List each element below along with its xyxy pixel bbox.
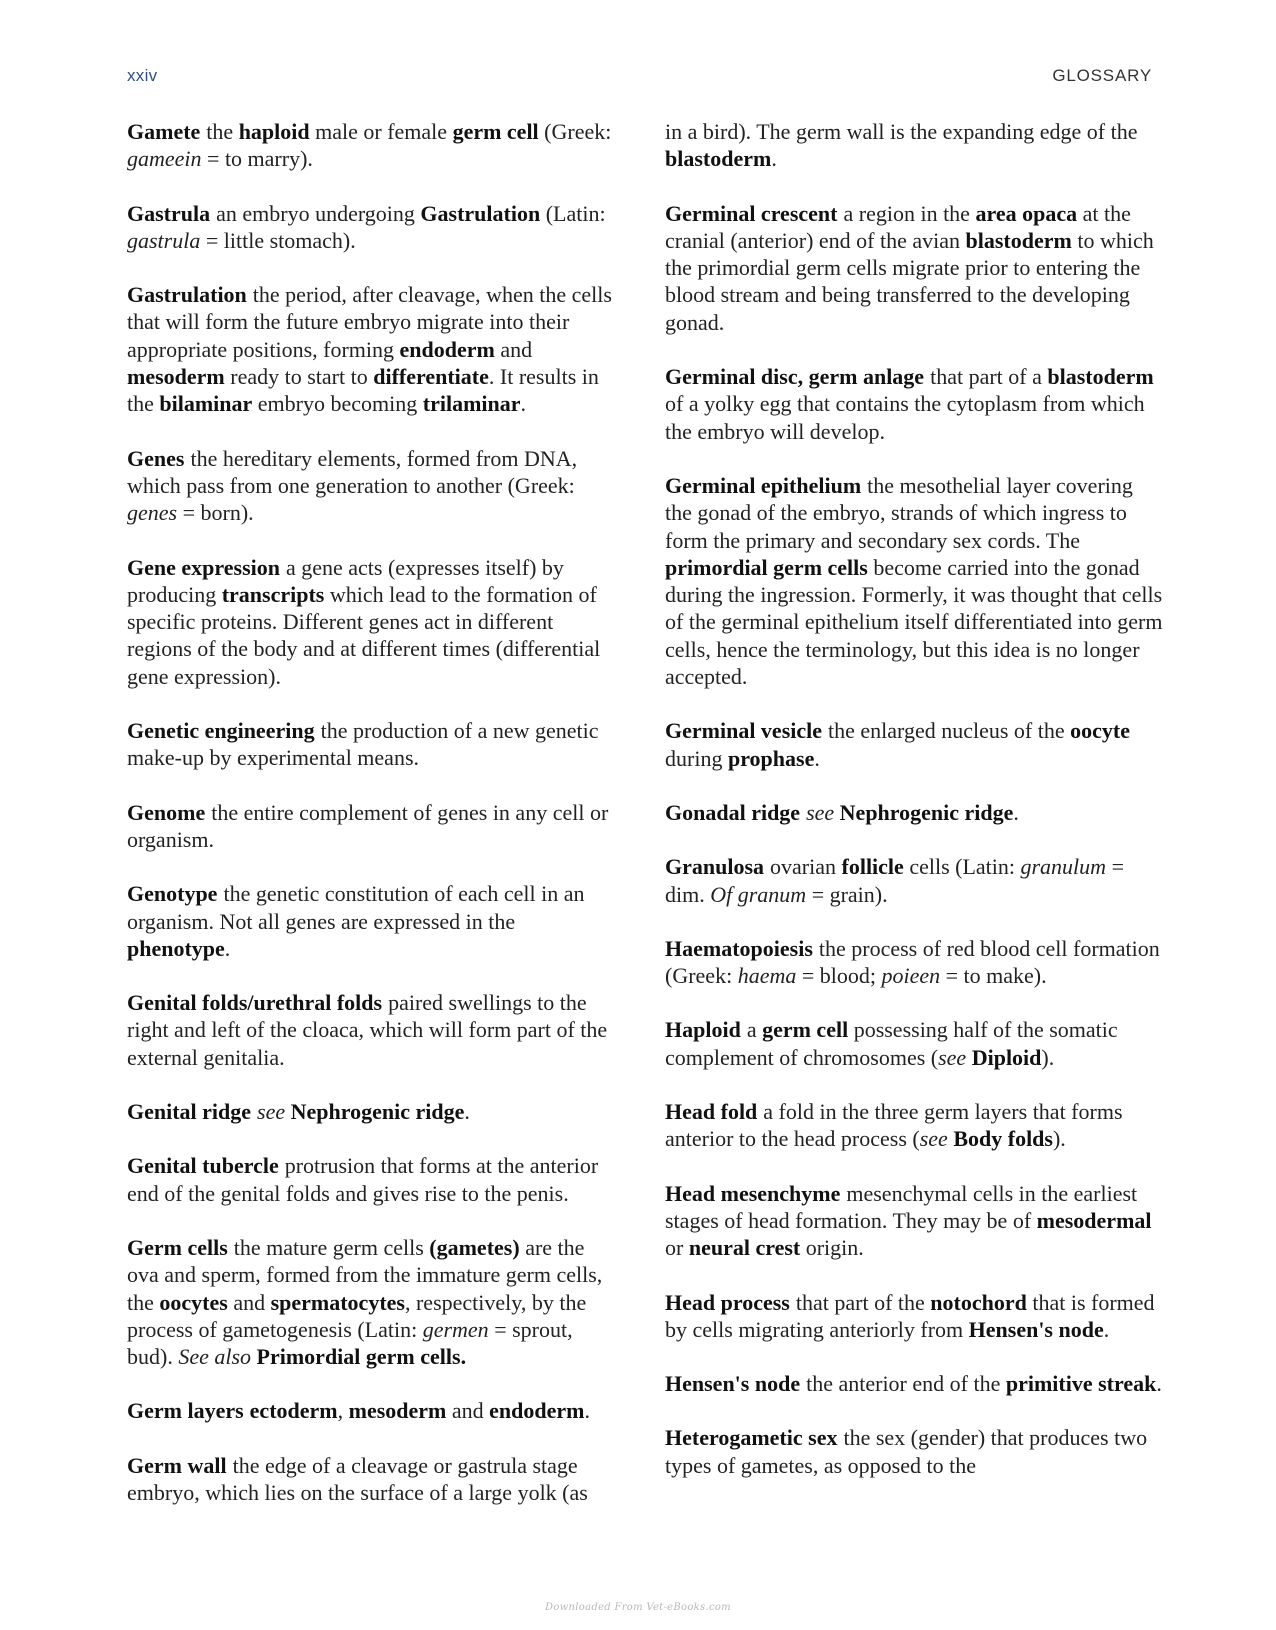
cross-reference-term: endoderm [399, 336, 495, 362]
definition-text: of a yolky egg that contains the cytoplasm from which the embryo will develop. [665, 391, 1145, 444]
glossary-entry [127, 717, 617, 772]
glossary-definition [806, 1371, 1162, 1396]
cross-reference-term: Primordial germ cells. [256, 1344, 467, 1370]
italic-text: gastrula [127, 227, 201, 253]
cross-reference-term: endoderm [489, 1398, 585, 1424]
cross-reference-term: transcripts [221, 581, 325, 607]
italic-text: see [257, 1099, 286, 1125]
definition-text: = to make). [940, 963, 1047, 989]
cross-reference-term: spermatocytes [270, 1289, 405, 1315]
glossary-definition [250, 1398, 590, 1423]
cross-reference-term: primordial germ cells [665, 554, 868, 580]
definition-text: are the ova and sperm, formed from the immature germ cells, the [127, 1234, 603, 1315]
definition-text: a [746, 1017, 763, 1043]
glossary-term: Germ cells [127, 1234, 228, 1260]
definition-text: ). [1041, 1044, 1055, 1070]
definition-text: the genetic constitution of each cell in an organism. Not all genes are expressed in the [127, 881, 585, 934]
glossary-entry [127, 118, 617, 173]
glossary-entry [665, 1180, 1165, 1262]
italic-text: poieen [881, 963, 941, 989]
definition-text: ready to start to [224, 364, 374, 390]
italic-text: see [806, 799, 835, 825]
definition-text: a gene acts (expresses itself) by producing [127, 554, 564, 607]
glossary-term: Head process [665, 1289, 790, 1315]
italic-text: gameein [127, 146, 202, 172]
glossary-entry [665, 1370, 1165, 1397]
definition-text: the enlarged nucleus of the [828, 718, 1071, 744]
cross-reference-term: blastoderm [665, 146, 772, 172]
definition-text: (Latin: [540, 200, 606, 226]
cross-reference-term: oocytes [159, 1289, 228, 1315]
definition-text: a region in the [843, 200, 976, 226]
glossary-entry [665, 1289, 1165, 1344]
glossary-entry [127, 1234, 617, 1370]
definition-text: mesenchymal cells in the earliest stages of head formation. They may be of [665, 1180, 1138, 1233]
glossary-entry [127, 445, 617, 527]
cross-reference-term: area opaca [975, 200, 1078, 226]
italic-text: genes [127, 500, 178, 526]
definition-text: that part of the [795, 1289, 931, 1315]
definition-text: . [224, 935, 231, 961]
definition-text: possessing half of the somatic complement of chromosomes ( [665, 1017, 1118, 1070]
definition-text: . [1103, 1316, 1110, 1342]
glossary-definition [665, 473, 1163, 689]
cross-reference-term: haploid [238, 119, 310, 144]
definition-text: and [494, 336, 533, 362]
glossary-entry [127, 281, 617, 417]
definition-text: = little stomach). [200, 227, 356, 253]
italic-text: see [938, 1044, 967, 1070]
glossary-term: Germinal disc, germ anlage [665, 364, 925, 390]
cross-reference-term: blastoderm [1047, 364, 1154, 390]
definition-text: the edge of a cleavage or gastrula stage embryo, which lies on the surface of a large yolk (as [127, 1452, 588, 1505]
definition-text: . [1013, 799, 1019, 825]
definition-text: the mature germ cells [233, 1234, 430, 1260]
glossary-entry [665, 853, 1165, 908]
definition-text: . [464, 1099, 470, 1125]
glossary-entry [665, 799, 1165, 826]
definition-text: protrusion that forms at the anterior end of the genital folds and gives rise to the penis. [127, 1153, 599, 1206]
glossary-term: Genital ridge [127, 1099, 252, 1125]
glossary-term: Genital folds/urethral folds [127, 990, 383, 1016]
cross-reference-term: Nephrogenic ridge [290, 1099, 465, 1125]
cross-reference-term: Hensen's node [968, 1316, 1104, 1342]
glossary-term: Head mesenchyme [665, 1180, 841, 1206]
definition-text: . [814, 745, 820, 771]
definition-text: the entire complement of genes in any cell or organism. [127, 799, 609, 852]
glossary-term: Germinal vesicle [665, 718, 823, 744]
glossary-term: Gastrula [127, 200, 211, 226]
glossary-entry [665, 1016, 1165, 1071]
glossary-term: Germinal crescent [665, 200, 838, 226]
glossary-entry [665, 118, 1165, 173]
cross-reference-term: neural crest [688, 1235, 801, 1261]
cross-reference-term: phenotype [127, 935, 225, 961]
glossary-entry [665, 472, 1165, 690]
definition-text: . [584, 1398, 590, 1424]
definition-text: the period, after cleavage, when the cells that will form the future embryo migrate into their appropriate positions, forming [127, 282, 612, 362]
glossary-term: Hensen's node [665, 1371, 801, 1397]
glossary-term: Genome [127, 799, 206, 825]
glossary-entry [665, 1098, 1165, 1153]
cross-reference-term: bilaminar [159, 391, 253, 417]
definition-text: or [665, 1235, 689, 1261]
definition-text: a fold in the three germ layers that forms anterior to the head process ( [665, 1099, 1123, 1152]
definition-text: during [665, 745, 728, 771]
glossary-definition [257, 1099, 470, 1124]
definition-text: paired swellings to the right and left of the cloaca, which will form part of the external genitalia. [127, 990, 608, 1070]
glossary-entry [127, 200, 617, 255]
definition-text: the mesothelial layer covering the gonad of the embryo, strands of which ingress to form the primary and secondary sex cords. The [665, 472, 1133, 553]
cross-reference-term: Nephrogenic ridge [839, 799, 1014, 825]
glossary-entry [127, 1397, 617, 1424]
glossary-definition [806, 800, 1019, 825]
definition-text: the [206, 119, 239, 144]
cross-reference-term: mesoderm [127, 364, 225, 390]
definition-text: the sex (gender) that produces two types of gametes, as opposed to the [665, 1425, 1148, 1478]
definition-text: . [771, 146, 777, 172]
cross-reference-term: germ cell [452, 119, 539, 144]
glossary-entry [127, 554, 617, 690]
italic-text: See also [178, 1344, 252, 1370]
glossary-term: Genes [127, 445, 185, 471]
cross-reference-term: Gastrulation [420, 200, 541, 226]
running-header: GLOSSARY [1052, 66, 1152, 85]
definition-text: the anterior end of the [806, 1371, 1006, 1397]
glossary-term: Gonadal ridge [665, 799, 801, 825]
glossary-entry [665, 717, 1165, 772]
cross-reference-term: blastoderm [965, 227, 1072, 253]
cross-reference-term: ectoderm [249, 1398, 338, 1424]
definition-text: embryo becoming [252, 391, 423, 417]
download-watermark: Downloaded From Vet-eBooks.com [545, 1602, 731, 1613]
glossary-term: Germ wall [127, 1452, 227, 1478]
glossary-term: Germ layers [127, 1398, 244, 1424]
glossary-term: Germinal epithelium [665, 472, 862, 498]
definition-text: male or female [309, 119, 453, 144]
cross-reference-term: germ cell [762, 1017, 849, 1043]
definition-text: . It results in the [127, 364, 599, 417]
cross-reference-term: trilaminar [422, 391, 521, 417]
definition-text: = grain). [806, 881, 888, 907]
glossary-term: Haploid [665, 1017, 741, 1043]
italic-text: haema [737, 963, 797, 989]
definition-text: in a bird). The germ wall is the expanding edge of the [665, 119, 1138, 144]
cross-reference-term: (gametes) [429, 1234, 520, 1260]
italic-text: germen [422, 1316, 489, 1342]
glossary-entry [665, 363, 1165, 445]
definition-text: the hereditary elements, formed from DNA, which pass from one generation to another (Greek: [127, 445, 578, 498]
definition-text: ). [1052, 1126, 1066, 1152]
cross-reference-term: notochord [930, 1289, 1027, 1315]
glossary-entry [127, 1098, 617, 1125]
glossary-term: Gamete [127, 119, 201, 144]
definition-text: , respectively, by the process of gametogenesis (Latin: [127, 1289, 587, 1342]
glossary-term: Head fold [665, 1099, 758, 1125]
italic-text: granulum [1020, 854, 1107, 880]
glossary-entry [127, 1152, 617, 1207]
glossary-column-left [127, 118, 617, 1533]
definition-text: . [520, 391, 527, 417]
definition-text: the process of red blood cell formation (Greek: [665, 935, 1160, 989]
definition-text: . [1156, 1371, 1162, 1397]
cross-reference-term: Body folds [953, 1126, 1053, 1152]
definition-text: and [227, 1289, 271, 1315]
definition-text: that part of a [930, 364, 1048, 390]
glossary-term: Haematopoiesis [665, 935, 813, 961]
glossary-term: Genetic engineering [127, 718, 315, 744]
glossary-term: Genotype [127, 881, 218, 907]
glossary-entry [665, 200, 1165, 336]
definition-text: = to marry). [201, 146, 313, 172]
page-number: xxiv [127, 66, 158, 85]
definition-text: origin. [800, 1235, 864, 1261]
glossary-entry [127, 989, 617, 1071]
definition-text: = sprout, bud). [127, 1316, 573, 1370]
glossary-entry [127, 1452, 617, 1507]
definition-text: and [446, 1398, 490, 1424]
definition-text: cells (Latin: [903, 854, 1021, 880]
definition-text: become carried into the gonad during the ingression. Formerly, it was thought that cells of the germinal epithelium itself differentiated into germ cells, hence the terminology, but this idea is no longer accepted. [665, 554, 1163, 690]
glossary-term: Heterogametic sex [665, 1425, 838, 1451]
cross-reference-term: oocyte [1070, 718, 1130, 744]
cross-reference-term: follicle [841, 854, 904, 880]
cross-reference-term: primitive streak [1005, 1371, 1157, 1397]
glossary-definition [127, 446, 577, 526]
definition-text: at the cranial (anterior) end of the avian [665, 200, 1131, 253]
definition-text: which lead to the formation of specific proteins. Different genes act in different regions of the body and at different times (differential gene expression). [127, 581, 601, 689]
italic-text: see [919, 1126, 948, 1152]
glossary-entry [665, 935, 1165, 990]
cross-reference-term: mesodermal [1036, 1207, 1152, 1233]
cross-reference-term: prophase [727, 745, 815, 771]
cross-reference-term: Diploid [971, 1044, 1042, 1070]
definition-text: an embryo undergoing [216, 200, 421, 226]
cross-reference-term: mesoderm [348, 1398, 447, 1424]
glossary-term: Granulosa [665, 854, 765, 880]
definition-text: to which the primordial germ cells migrate prior to entering the blood stream and being transferred to the developing gonad. [665, 227, 1154, 335]
definition-text: the production of a new genetic make-up by experimental means. [127, 718, 599, 771]
glossary-term: Gastrulation [127, 282, 247, 308]
glossary-term: Gene expression [127, 554, 280, 580]
glossary-entry [127, 799, 617, 854]
definition-text: = blood; [796, 963, 882, 989]
cross-reference-term: differentiate [373, 364, 489, 390]
definition-text: = born). [177, 500, 254, 526]
definition-text: that is formed by cells migrating anteriorly from [665, 1289, 1155, 1342]
glossary-term: Genital tubercle [127, 1153, 279, 1179]
definition-text: , [337, 1398, 349, 1424]
definition-text: ovarian [770, 854, 842, 880]
italic-text: Of granum [710, 881, 807, 907]
glossary-entry [127, 880, 617, 962]
definition-text: = dim. [665, 854, 1124, 907]
glossary-column-right [665, 118, 1165, 1506]
glossary-entry [665, 1424, 1165, 1479]
definition-text: (Greek: [538, 119, 612, 144]
glossary-definition [665, 119, 1137, 171]
